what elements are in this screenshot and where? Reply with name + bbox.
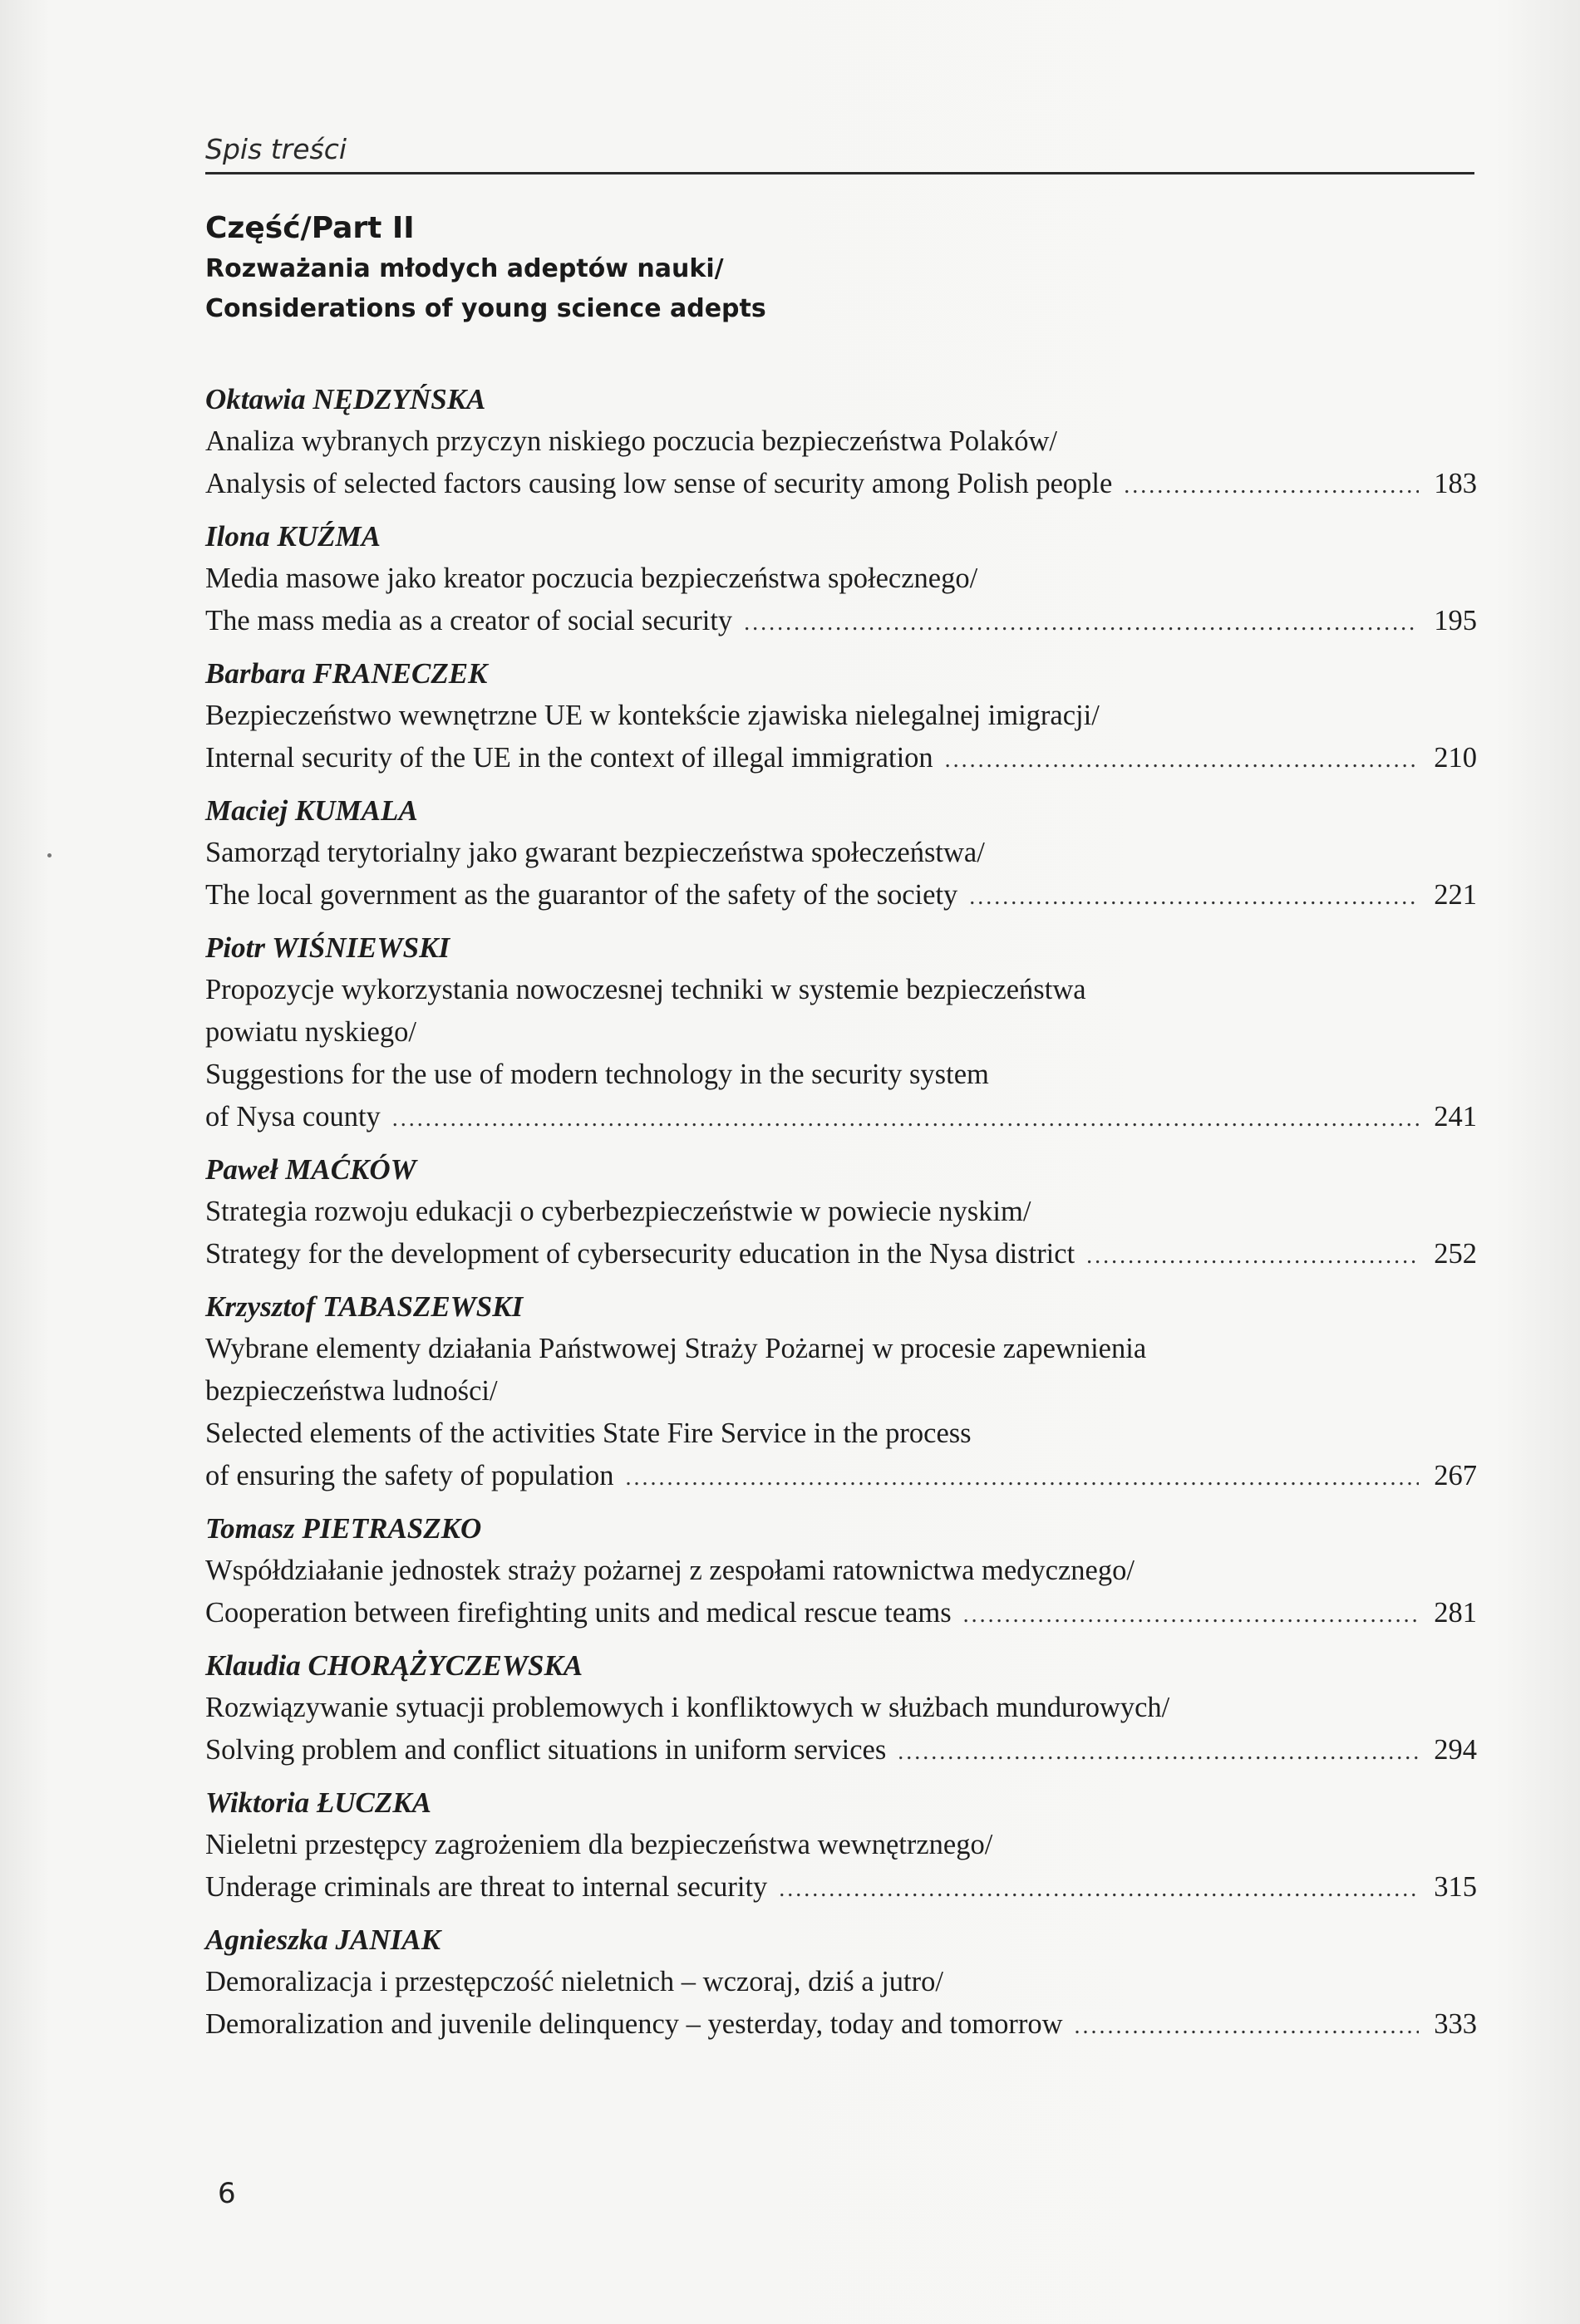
toc-entry	[205, 515, 1477, 644]
toc-entry-title-line: Analiza wybranych przyczyn niskiego poczucia bezpieczeństwa Polaków/	[205, 425, 1058, 457]
toc-entry-last-line	[205, 1866, 1477, 1910]
page-number: 6	[218, 2177, 236, 2210]
toc-entry-title-line: Samorząd terytorialny jako gwarant bezpieczeństwa społeczeństwa/	[205, 837, 985, 868]
toc-entry-page: 183	[1434, 468, 1477, 499]
toc-entry-author: Piotr WIŚNIEWSKI	[205, 931, 450, 964]
toc-entry-page: 195	[1434, 605, 1477, 636]
toc-entry	[205, 1148, 1477, 1277]
toc-entry-title-line: Media masowe jako kreator poczucia bezpieczeństwa społecznego/	[205, 563, 978, 594]
toc-entry-title-line: Selected elements of the activities State Fire Service in the process	[205, 1417, 972, 1449]
part-heading	[205, 208, 1474, 329]
toc-entry	[205, 1507, 1477, 1636]
toc-entry-title-line: Suggestions for the use of modern technology in the security system	[205, 1059, 989, 1090]
toc-entry-page: 267	[1434, 1460, 1477, 1491]
table-of-contents	[205, 378, 1477, 2056]
toc-entry-last-line	[205, 737, 1477, 781]
paper-speck	[47, 853, 52, 857]
toc-entry-title-line: Propozycje wykorzystania nowoczesnej techniki w systemie bezpieczeństwa	[205, 974, 1086, 1005]
toc-entry	[205, 1285, 1477, 1499]
toc-entry-title-line: Strategy for the development of cybersecurity education in the Nysa district	[205, 1238, 1075, 1270]
toc-entry-last-line	[205, 463, 1477, 507]
toc-entry-author: Maciej KUMALA	[205, 794, 418, 827]
dot-leader	[626, 1457, 1419, 1499]
dot-leader	[392, 1098, 1419, 1140]
toc-entry-last-line	[205, 600, 1477, 644]
toc-entry-title-line: The local government as the guarantor of the safety of the society	[205, 879, 958, 911]
toc-entry	[205, 926, 1477, 1140]
toc-entry	[205, 378, 1477, 507]
toc-entry	[205, 652, 1477, 781]
toc-entry-title-line: of Nysa county	[205, 1101, 381, 1133]
toc-entry-author: Wiktoria ŁUCZKA	[205, 1786, 431, 1819]
toc-entry-title-line: of ensuring the safety of population	[205, 1460, 614, 1491]
toc-entry-title-line: Demoralizacja i przestępczość nieletnich – wczoraj, dziś a jutro/	[205, 1966, 943, 1997]
running-header	[205, 133, 1474, 174]
toc-entry-title-line: bezpieczeństwa ludności/	[205, 1375, 498, 1407]
toc-entry-title-line: Wybrane elementy działania Państwowej Straży Pożarnej w procesie zapewnienia	[205, 1333, 1147, 1364]
toc-entry-page: 221	[1434, 879, 1477, 911]
toc-entry-page: 210	[1434, 742, 1477, 774]
toc-entry-author: Oktawia NĘDZYŃSKA	[205, 383, 486, 415]
toc-entry-page: 294	[1434, 1734, 1477, 1766]
toc-entry-last-line	[205, 2003, 1477, 2047]
toc-entry-title-line: Bezpieczeństwo wewnętrzne UE w kontekście zjawiska nielegalnej imigracji/	[205, 700, 1100, 731]
toc-entry-last-line	[205, 1729, 1477, 1773]
toc-entry-page: 315	[1434, 1871, 1477, 1903]
dot-leader	[945, 739, 1419, 781]
toc-entry-title-line: Underage criminals are threat to internal security	[205, 1871, 768, 1903]
toc-entry-last-line	[205, 1233, 1477, 1277]
toc-entry-title-line: Demoralization and juvenile delinquency – yesterday, today and tomorrow	[205, 2008, 1063, 2040]
toc-entry-author: Klaudia CHORĄŻYCZEWSKA	[205, 1649, 583, 1682]
part-subtitle-en: Considerations of young science adepts	[205, 294, 766, 323]
toc-entry-last-line	[205, 1096, 1477, 1140]
toc-entry-title-line: The mass media as a creator of social security	[205, 605, 733, 636]
toc-entry-page: 281	[1434, 1597, 1477, 1629]
part-label: Część/Part II	[205, 211, 415, 245]
toc-entry	[205, 789, 1477, 918]
running-header-title: Spis treści	[205, 133, 347, 165]
toc-entry-page: 252	[1434, 1238, 1477, 1270]
dot-leader	[1124, 464, 1419, 507]
dot-leader	[898, 1731, 1419, 1773]
toc-entry-title-line: Internal security of the UE in the context of illegal immigration	[205, 742, 933, 774]
dot-leader	[1086, 1235, 1419, 1277]
toc-entry-title-line: powiatu nyskiego/	[205, 1016, 416, 1048]
toc-entry-author: Krzysztof TABASZEWSKI	[205, 1290, 524, 1323]
toc-entry-author: Barbara FRANECZEK	[205, 657, 488, 690]
toc-entry-last-line	[205, 874, 1477, 918]
dot-leader	[1074, 2005, 1419, 2047]
toc-entry-author: Tomasz PIETRASZKO	[205, 1512, 482, 1545]
toc-entry-author: Paweł MAĆKÓW	[205, 1153, 416, 1186]
toc-entry-title-line: Współdziałanie jednostek straży pożarnej z zespołami ratownictwa medycznego/	[205, 1555, 1135, 1586]
toc-entry-last-line	[205, 1455, 1477, 1499]
toc-entry-page: 333	[1434, 2008, 1477, 2040]
toc-entry-title-line: Rozwiązywanie sytuacji problemowych i konfliktowych w służbach mundurowych/	[205, 1692, 1170, 1723]
toc-entry-title-line: Cooperation between firefighting units and medical rescue teams	[205, 1597, 952, 1629]
dot-leader	[963, 1594, 1419, 1636]
dot-leader	[969, 876, 1419, 918]
toc-entry-title-line: Solving problem and conflict situations in uniform services	[205, 1734, 887, 1766]
toc-entry-title-line: Nieletni przestępcy zagrożeniem dla bezpieczeństwa wewnętrznego/	[205, 1829, 993, 1860]
dot-leader	[744, 602, 1419, 644]
dot-leader	[779, 1868, 1419, 1910]
toc-entry-last-line	[205, 1592, 1477, 1636]
toc-entry-page: 241	[1434, 1101, 1477, 1133]
toc-entry	[205, 1644, 1477, 1773]
toc-entry	[205, 1919, 1477, 2047]
toc-entry-author: Agnieszka JANIAK	[205, 1924, 441, 1956]
toc-entry-title-line: Strategia rozwoju edukacji o cyberbezpieczeństwie w powiecie nyskim/	[205, 1196, 1031, 1227]
toc-entry-title-line: Analysis of selected factors causing low sense of security among Polish people	[205, 468, 1113, 499]
part-subtitle-pl: Rozważania młodych adeptów nauki/	[205, 254, 724, 283]
toc-entry-author: Ilona KUŹMA	[205, 520, 381, 553]
toc-entry	[205, 1781, 1477, 1910]
